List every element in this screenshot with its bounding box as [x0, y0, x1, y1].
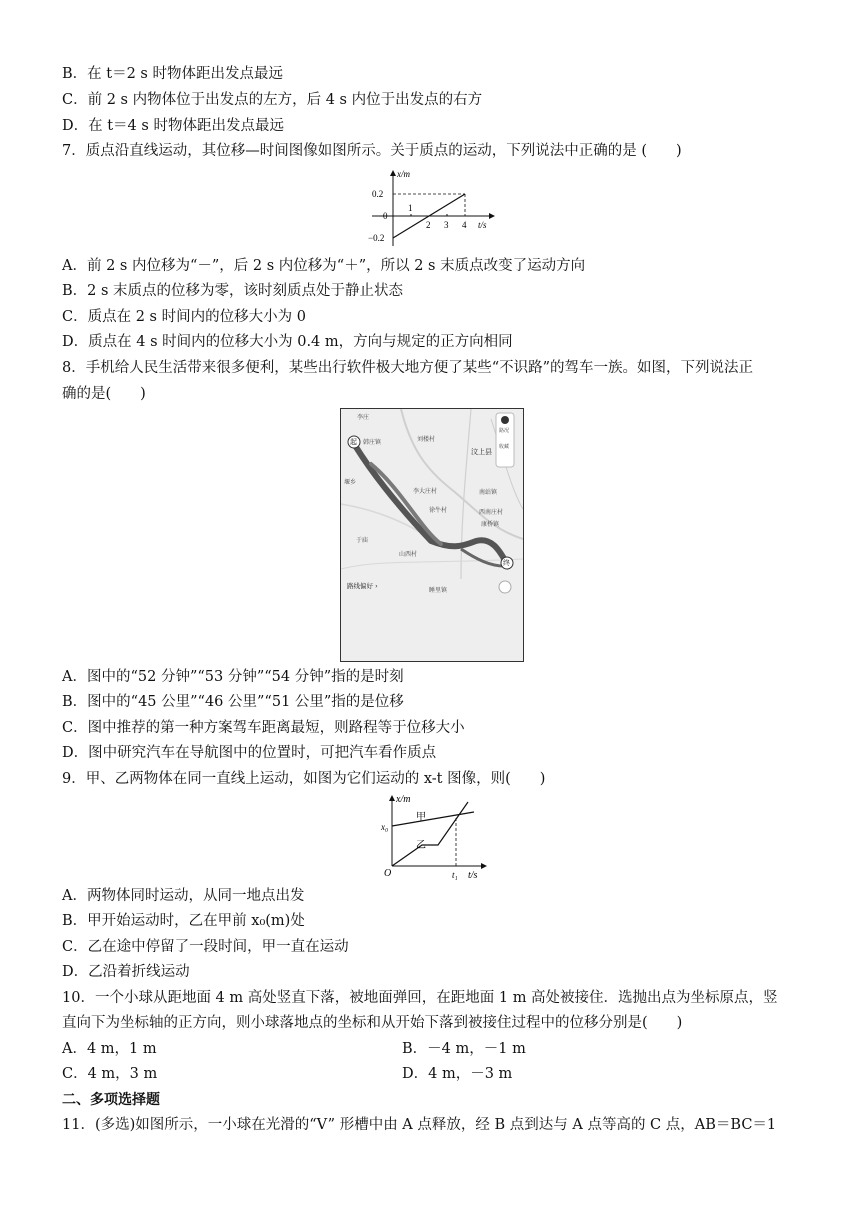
map-place: 山西村: [399, 551, 418, 558]
q9-stem: 9．甲、乙两物体在同一直线上运动，如图为它们运动的 x-t 图像，则( ): [62, 771, 546, 787]
map-place: 汶上县: [471, 448, 492, 456]
q8-option-a: A．图中的“52 分钟”“53 分钟”“54 分钟”指的是时刻: [62, 669, 404, 685]
q7-stem: 7．质点沿直线运动，其位移—时间图像如图所示。关于质点的运动，下列说法中正确的是 ( ): [62, 143, 682, 159]
q9-origin: O: [384, 868, 392, 879]
map-place: 西南庄村: [479, 509, 504, 516]
q6-option-d: D．在 t＝4 s 时物体距出发点最远: [62, 118, 284, 134]
section-title: 二、多项选择题: [62, 1092, 160, 1108]
map-place: 李庄: [357, 414, 370, 421]
q6-option-b: B．在 t＝2 s 时物体距出发点最远: [62, 66, 283, 82]
map-place: 刘楼村: [417, 436, 436, 443]
map-place: 徐牛村: [429, 507, 448, 514]
q9-option-c: C．乙在途中停留了一段时间，甲一直在运动: [62, 939, 349, 955]
q6-option-c: C．前 2 s 内物体位于出发点的左方，后 4 s 内位于出发点的右方: [62, 92, 483, 108]
q7-xlabel: t/s: [478, 220, 487, 230]
q9-option-d: D．乙沿着折线运动: [62, 964, 190, 980]
q7-xtick-3: 3: [444, 220, 449, 230]
q10-option-a: A．4 m，1 m: [62, 1041, 157, 1057]
q9-jia-label: 甲: [416, 812, 426, 823]
q7-ylabel: x/m: [397, 169, 410, 179]
q8-stem-line1: 8．手机给人民生活带来很多便利，某些出行软件极大地方便了某些“不识路”的驾车一族。如图，下列说法正: [62, 360, 754, 376]
q9-yi-label: 乙: [416, 840, 426, 851]
q8-stem-line2: 确的是( ): [62, 386, 146, 402]
q7-ytick-top: 0.2: [372, 189, 384, 199]
q8-option-b: B．图中的“45 公里”“46 公里”“51 公里”指的是位移: [62, 694, 404, 710]
map-place: 李大庄村: [413, 488, 438, 495]
q7-option-c: C．质点在 2 s 时间内的位移大小为 0: [62, 309, 306, 325]
navigation-map: [340, 408, 524, 662]
q9-x0-label: x₀: [381, 822, 389, 832]
map-place: 堰乡: [344, 479, 357, 486]
q9-t1-label: t₁: [452, 870, 458, 880]
q7-xtick-1: 1: [408, 203, 413, 213]
q7-option-b: B．2 s 末质点的位移为零，该时刻质点处于静止状态: [62, 283, 404, 299]
q10-option-b: B．－4 m，－1 m: [402, 1041, 526, 1057]
map-side-icon-favorite[interactable]: 收藏: [499, 444, 510, 450]
q7-xt-graph: [362, 166, 502, 250]
q7-option-a: A．前 2 s 内位移为“－”，后 2 s 内位移为“＋”，所以 2 s 末质点改变了运动方向: [62, 258, 586, 274]
q9-ylabel: x/m: [396, 794, 411, 805]
q9-option-a: A．两物体同时运动，从同一地点出发: [62, 888, 305, 904]
map-start-marker: 起: [350, 438, 357, 446]
q10-stem-line1: 10．一个小球从距地面 4 m 高处竖直下落，被地面弹回，在距地面 1 m 高处被接住．选抛出点为坐标原点，竖: [62, 990, 778, 1006]
map-side-icon-traffic[interactable]: 路况: [499, 428, 510, 434]
q10-stem-line2: 直向下为坐标轴的正方向，则小球落地点的坐标和从开始下落到被接住过程中的位移分别是( ): [62, 1015, 683, 1031]
q7-xtick-2: 2: [426, 220, 431, 230]
map-place: 南站镇: [479, 489, 498, 496]
q10-option-d: D．4 m，－3 m: [402, 1066, 513, 1082]
q9-xt-graph: [376, 790, 496, 882]
q7-ytick-zero: 0: [383, 211, 388, 221]
q10-option-c: C．4 m，3 m: [62, 1066, 158, 1082]
q8-option-c: C．图中推荐的第一种方案驾车距离最短，则路程等于位移大小: [62, 720, 465, 736]
q7-xtick-4: 4: [462, 220, 467, 230]
q9-option-b: B．甲开始运动时，乙在甲前 x₀(m)处: [62, 913, 305, 929]
map-place: 康桥镇: [481, 521, 500, 528]
map-place: 睡里镇: [429, 587, 448, 594]
route-preference-link[interactable]: 路线偏好 ›: [347, 582, 378, 590]
map-end-marker: 终: [503, 559, 510, 567]
q9-xlabel: t/s: [468, 870, 478, 881]
map-place: 韩庄镇: [363, 439, 382, 446]
map-place: 于庙: [356, 537, 369, 544]
q7-ytick-bottom: −0.2: [368, 233, 385, 243]
q8-option-d: D．图中研究汽车在导航图中的位置时，可把汽车看作质点: [62, 745, 437, 761]
q7-option-d: D．质点在 4 s 时间内的位移大小为 0.4 m，方向与规定的正方向相同: [62, 334, 513, 350]
q11-stem: 11．(多选)如图所示，一小球在光滑的“V” 形槽中由 A 点释放，经 B 点到达与 A 点等高的 C 点，AB＝BC＝1: [62, 1117, 777, 1133]
